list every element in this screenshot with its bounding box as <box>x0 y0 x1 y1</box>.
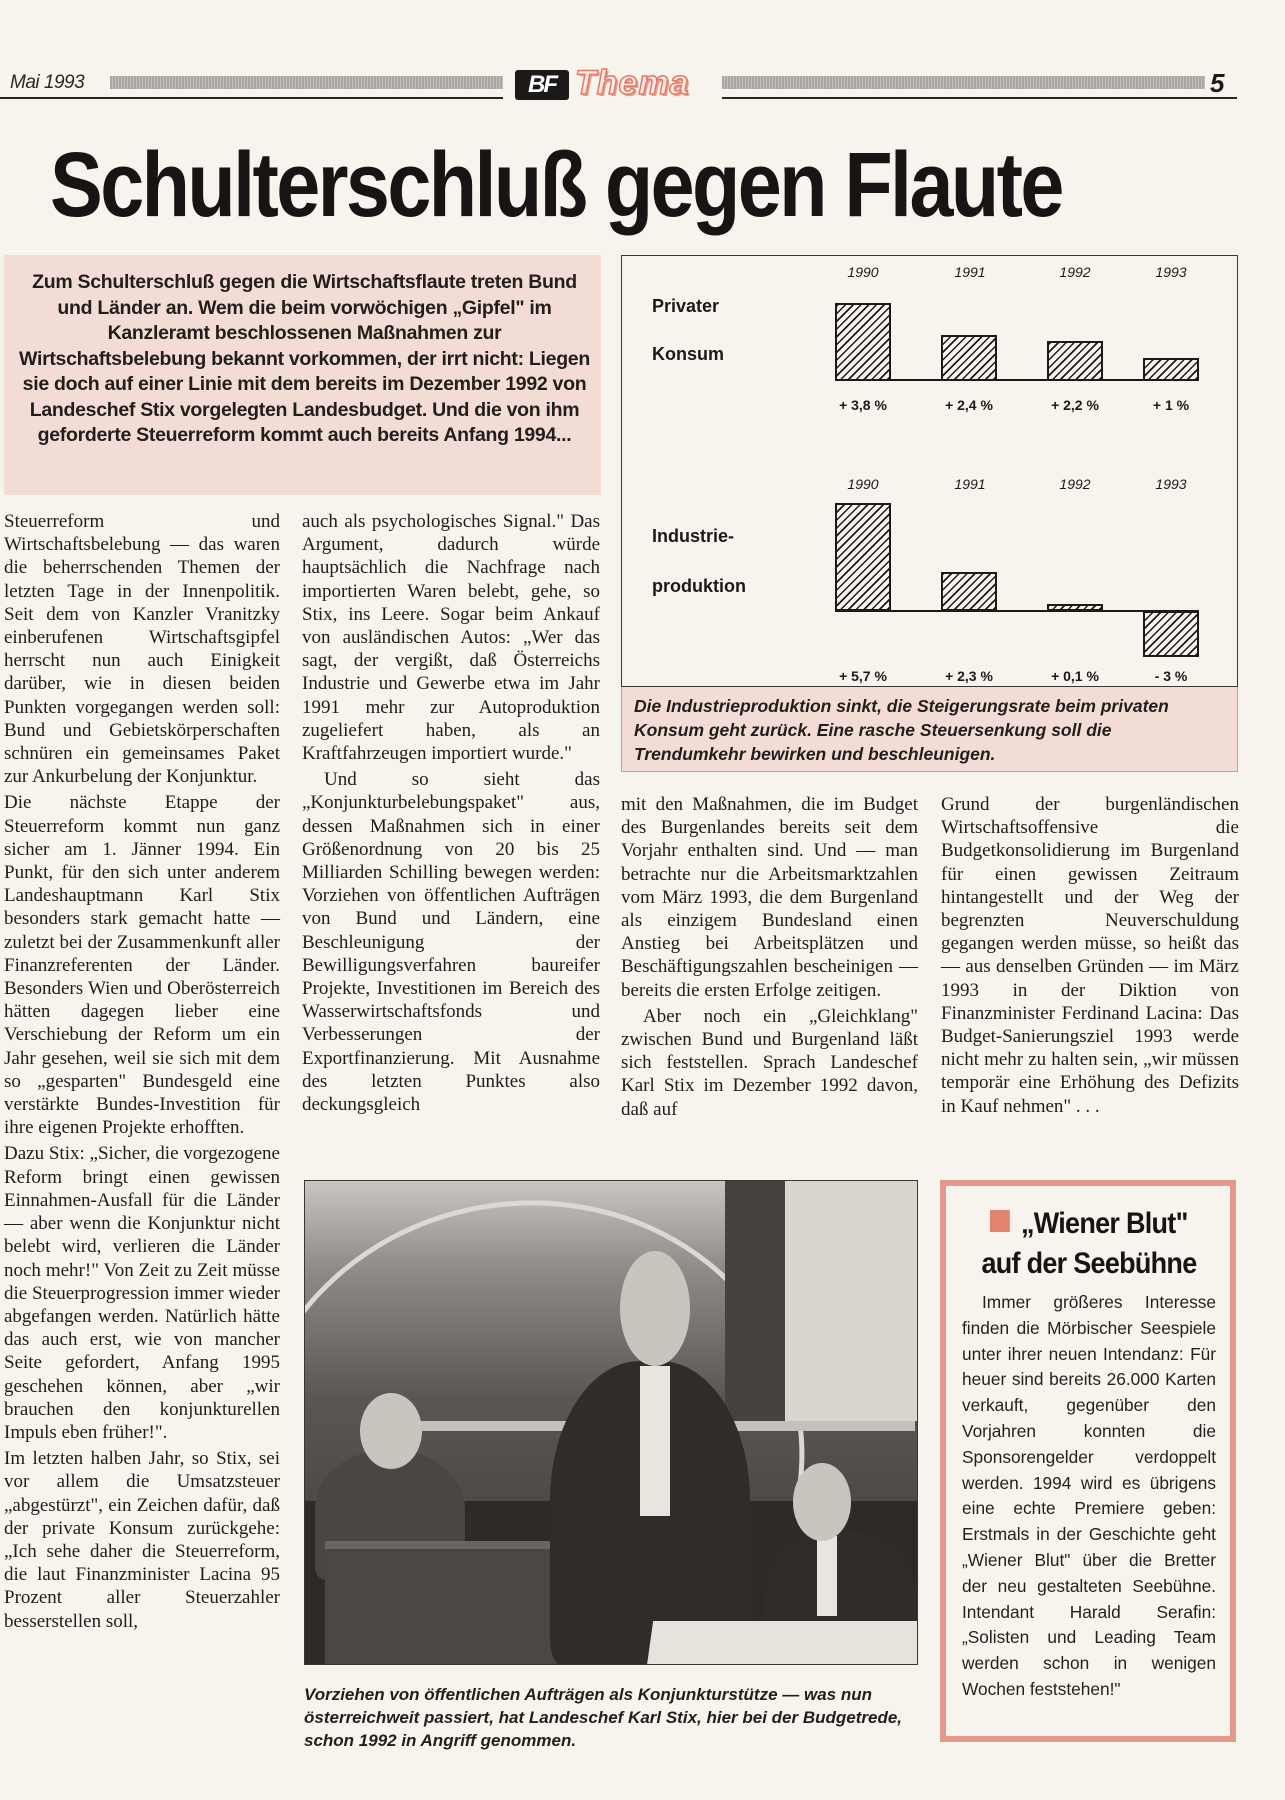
paragraph: Grund der burgenländischen Wirtschaftsoffensive die Budgetkonsolidierung im Burgenland für einen gewissen Zeitraum hintangestellt und der Weg der begrenzten Neuverschuldung gegangen werden müsse, so heißt das — aus denselben Gründen — im März 1993 in der Diktion von Finanzminister Ferdinand Lacina: Das Budget-Sanierungsziel 1993 werde nicht mehr zu halten sein, „wir müssen temporär eine Erhöhung des Defizits in Kauf nehmen" . . . <box>941 794 1239 1117</box>
lead-box <box>4 255 601 495</box>
year-label: 1992 <box>1059 476 1091 492</box>
chart-label-konsum-1: Privater <box>652 296 720 316</box>
value-label: + 3,8 % <box>839 397 887 413</box>
bar-konsum-1991 <box>941 335 997 381</box>
value-label: + 2,2 % <box>1051 397 1099 413</box>
photo-shirt-right <box>817 1536 837 1616</box>
header-rule-right <box>722 76 1205 89</box>
value-label: + 2,3 % <box>945 668 993 684</box>
header-line-left <box>0 97 503 99</box>
header-rule-left <box>110 76 503 89</box>
page-header <box>0 64 1240 100</box>
photo-head-left <box>360 1393 422 1469</box>
photo-panel <box>725 1181 785 1421</box>
value-label: + 0,1 % <box>1051 668 1099 684</box>
year-label: 1992 <box>1059 264 1091 280</box>
paragraph: Die nächste Etappe der Steuerreform kommt nun ganz sicher am 1. Jänner 1994. Ein Punkt, für den sich unter anderem Landeshauptmann Karl Stix besonders stark gemacht hatte — zuletzt bei der Zusammenkunft aller Finanzreferenten der Länder. Besonders Wien und Oberösterreich hätten dagegen lieber eine Verschiebung der Reform um ein Jahr gesehen, weil sie sich mit dem so „gesparten" Bundesgeld eine verstärkte Bundes-Investition für ihre eigenen Projekte erhofften. <box>4 792 280 1139</box>
issue-date: Mai 1993 <box>10 72 85 93</box>
lead-text: Zum Schulterschluß gegen die Wirtschaftsflaute treten Bund und Länder an. Wem die beim vorwöchigen „Gipfel" im Kanzleramt beschlossenen Maßnahmen zur Wirtschaftsbelebung bekannt vorkommen, der irrt nicht: Liegen sie doch auf einer Linie mit dem bereits im Dezember 1992 von Landeschef Stix vorgelegten Landesbudget. Und die von ihm geforderte Steuerreform kommt auch bereits Anfang 1994... <box>19 271 590 446</box>
photo-budget-speech <box>304 1180 918 1665</box>
sidebar-title-line1: „Wiener Blut" <box>1020 1207 1188 1240</box>
photo-head-center <box>620 1251 690 1366</box>
article-column-1 <box>4 510 280 1636</box>
article-column-2 <box>302 510 600 1119</box>
year-label: 1991 <box>954 264 986 280</box>
square-bullet-icon <box>990 1210 1010 1232</box>
section-logo-thema: Thema <box>575 64 690 102</box>
paragraph: Im letzten halben Jahr, so Stix, sei vor allem die Umsatzsteuer „abgestürzt", ein Zeichen dafür, daß der private Konsum zurückgehe: „Ich sehe daher die Steuerreform, die laut Finanzminister Lacina 95 Prozent aller Steuerzahler besserstellen soll, <box>4 1448 280 1632</box>
year-label: 1993 <box>1155 476 1187 492</box>
economy-bar-chart <box>621 255 1238 687</box>
photo-caption: Vorziehen von öffentlichen Aufträgen als Konjunkturstütze — was nun österreichweit passiert, hat Landeschef Karl Stix, hier bei der Budgetrede, schon 1992 in Angriff genommen. <box>304 1685 903 1750</box>
value-label: + 5,7 % <box>839 668 887 684</box>
sidebar-title <box>975 1204 1204 1244</box>
chart-label-industrie-1: Industrie- <box>652 526 735 546</box>
konsum-baseline <box>835 379 1199 381</box>
year-label: 1990 <box>847 264 879 280</box>
paragraph: Dazu Stix: „Sicher, die vorgezogene Reform bringt einen gewissen Einnahmen-Ausfall für die Länder — aber wenn die Konjunktur nicht belebt wird, verlieren die Länder noch mehr!" Von Zeit zu Zeit müsse die Steuerprogression immer wieder abgefangen werden. Natürlich hätte das auch erst, wie von mancher Seite gefordert, Anfang 1995 geschehen können, aber „wir brauchen den konjunkturellen Impuls eben früher!". <box>4 1143 280 1443</box>
chart-caption: Die Industrieproduktion sinkt, die Steigerungsrate beim privaten Konsum geht zurück. Eine rasche Steuersenkung soll die Trendumkehr bewirken und beschleunigen. <box>621 687 1238 772</box>
chart-label-industrie-2: produktion <box>652 576 746 596</box>
photo-head-right <box>793 1463 851 1541</box>
photo-wall <box>785 1181 918 1421</box>
article-column-4 <box>941 793 1239 1121</box>
sidebar-box-wiener-blut <box>940 1180 1236 1742</box>
value-label: + 1 % <box>1152 397 1190 413</box>
bar-industrie-1993 <box>1143 611 1199 657</box>
header-line-right <box>722 97 1237 99</box>
year-label: 1993 <box>1155 264 1187 280</box>
sidebar-body: Immer größeres Interesse finden die Mörbischer Seespiele unter ihrer neuen Intendanz: Für heuer sind bereits 26.000 Karten verkauft, gegenüber den Vorjahren konnten die Sponsorengelder verdoppelt werden. 1994 wird es übrigens eine echte Premiere geben: Erstmals in der Geschichte geht „Wiener Blut" über die Bretter der neu gestalteten Seebühne. Intendant Harald Serafin: „Solisten und Leading Team werden schon in wenigen Wochen feststehen!" <box>962 1292 1216 1699</box>
bar-konsum-1990 <box>835 303 891 381</box>
article-column-3 <box>621 793 918 1124</box>
article-headline: Schulterschluß gegen Flaute <box>50 134 1062 236</box>
photo-shirt-center <box>640 1366 670 1516</box>
paragraph: mit den Maßnahmen, die im Budget des Burgenlandes bereits seit dem Vorjahr enthalten sind. Und — man betrachte nur die Arbeitsmarktzahlen vom März 1993, die dem Burgenland als einzigem Bundesland einen Anstieg bei Arbeitsplätzen und Beschäftigungszahlen bescheinigen — bereits die ersten Erfolge zeitigen. <box>621 794 918 1001</box>
value-label: + 2,4 % <box>945 397 993 413</box>
paragraph: Steuerreform und Wirtschaftsbelebung — das waren die beherrschenden Themen der letzten Tage in der Innenpolitik. Seit dem von Kanzler Vranitzky einberufenen Wirtschaftsgipfel herrscht nun auch Einigkeit darüber, wie in diesen beiden Punkten vorgegangen werden soll: Bund und Gebietskörperschaften schnüren ein gemeinsames Paket zur Ankurbelung der Konjunktur. <box>4 511 280 788</box>
bar-industrie-1990 <box>835 503 891 611</box>
paragraph: Aber noch ein „Gleichklang" zwischen Bund und Burgenland läßt sich feststellen. Sprach Landeschef Karl Stix im Dezember 1992 davon, daß auf <box>621 1005 918 1120</box>
page-number: 5 <box>1210 68 1225 98</box>
bar-industrie-1991 <box>941 572 997 611</box>
bar-konsum-1993 <box>1143 358 1199 381</box>
chart-label-konsum-2: Konsum <box>652 344 724 364</box>
photo-papers <box>647 1621 918 1665</box>
sidebar-title-line2: auf der Seebühne <box>981 1247 1197 1280</box>
value-label: - 3 % <box>1154 668 1188 684</box>
bf-logo: BF <box>515 70 569 100</box>
paragraph: auch als psychologisches Signal." Das Argument, dadurch würde hauptsächlich die Nachfrage nach importierten Waren belebt, gehe, so Stix, ins Leere. Sogar beim Ankauf von ausländischen Autos: „Wer das sagt, der vergißt, daß Österreichs Industrie und Gewerbe etwa im Jahr 1991 mehr zur Autoproduktion zugeliefert haben, als an Kraftfahrzeugen importiert wurde." <box>302 511 600 765</box>
bar-konsum-1992 <box>1047 341 1103 381</box>
year-label: 1990 <box>847 476 879 492</box>
year-label: 1991 <box>954 476 986 492</box>
paragraph: Und so sieht das „Konjunkturbelebungspaket" aus, dessen Maßnahmen sich in einer Größenordnung von 20 bis 25 Milliarden Schilling bewegen werden: Vorziehen von öffentlichen Aufträgen von Bund und Ländern, eine Beschleunigung der Bewilligungsverfahren baureifer Projekte, Investitionen im Bereich des Wasserwirtschaftsfonds und Verbesserungen der Exportfinanzierung. Mit Ausnahme des letzten Punktes also deckungsgleich <box>302 769 600 1116</box>
photo-podium <box>325 1541 565 1665</box>
